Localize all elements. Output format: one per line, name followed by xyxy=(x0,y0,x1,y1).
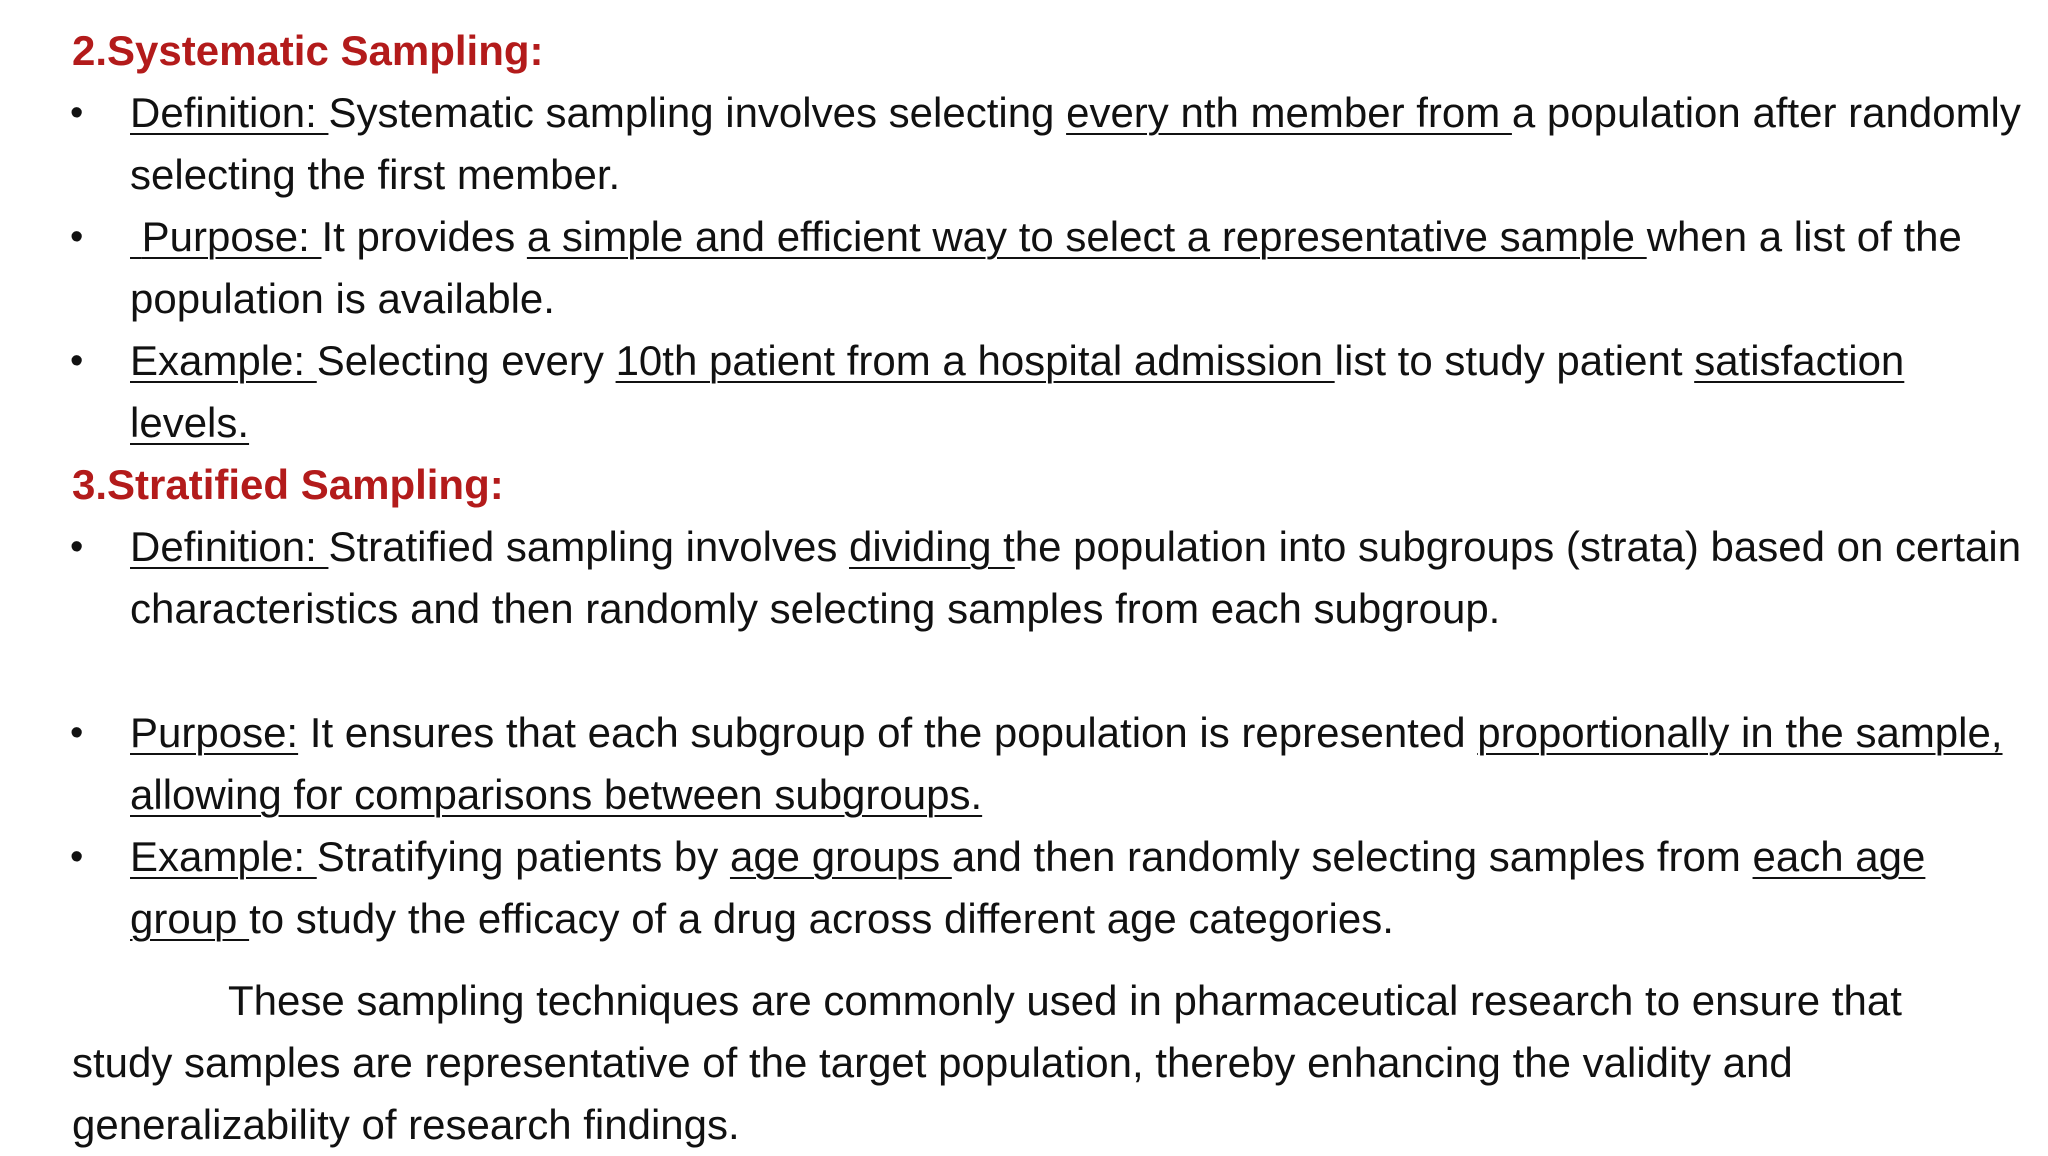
bullet-text xyxy=(130,330,2030,454)
underlined-segment: age groups xyxy=(729,833,952,880)
bullet-systematic-definition xyxy=(70,82,2030,206)
text-segment: to study the efficacy of a drug across different age categories. xyxy=(249,895,1394,942)
text-segment: Stratifying patients by xyxy=(316,833,730,880)
bullet-stratified-definition xyxy=(70,516,2030,640)
conclusion-paragraph: These sampling techniques are commonly used in pharmaceutical research to ensure that study samples are representative of the target population, thereby enhancing the validity and generalizability of research findings. xyxy=(72,977,1902,1148)
text-segment: Selecting every xyxy=(316,337,616,384)
bullet-dot: • xyxy=(70,836,84,878)
section-heading-systematic: 2.Systematic Sampling: xyxy=(72,27,544,74)
bullet-dot: • xyxy=(70,340,84,382)
underlined-segment: each age group xyxy=(130,833,1926,942)
underlined-segment: 10th patient from a hospital admission xyxy=(615,337,1335,384)
underlined-segment: proportionally in the sample, allowing for comparisons between subgroups. xyxy=(130,709,2003,818)
bullet-text xyxy=(130,516,2030,640)
label-purpose: Purpose: xyxy=(130,213,322,260)
bullet-dot: • xyxy=(70,216,84,258)
label-purpose: Purpose: xyxy=(130,709,299,756)
text-segment: list to study patient xyxy=(1334,337,1695,384)
text-segment: It provides xyxy=(321,213,527,260)
label-definition: Definition: xyxy=(130,89,329,136)
label-example: Example: xyxy=(130,833,317,880)
bullet-dot: • xyxy=(70,92,84,134)
bullet-text xyxy=(130,702,2030,826)
bullet-dot: • xyxy=(70,712,84,754)
bullet-text xyxy=(130,826,2030,950)
bullet-stratified-example xyxy=(70,826,2030,950)
text-segment: a population after randomly selecting the first member. xyxy=(130,89,2021,198)
bullet-dot: • xyxy=(70,526,84,568)
underlined-segment: dividing t xyxy=(849,523,1015,570)
underlined-segment: a simple and efficient way to select a representative sample xyxy=(526,213,1647,260)
bullet-text xyxy=(130,82,2030,206)
text-segment: when a list of the population is available. xyxy=(130,213,1974,322)
label-definition: Definition: xyxy=(130,523,329,570)
text-segment: and then randomly selecting samples from xyxy=(951,833,1753,880)
bullet-systematic-purpose xyxy=(70,206,2030,330)
label-example: Example: xyxy=(130,337,317,384)
underlined-segment: satisfaction levels. xyxy=(130,337,1905,446)
bullet-stratified-purpose xyxy=(70,702,2030,826)
text-segment: It ensures that each subgroup of the population is represented xyxy=(298,709,1478,756)
section-heading-stratified: 3.Stratified Sampling: xyxy=(72,461,504,508)
bullet-systematic-example xyxy=(70,330,2030,454)
text-segment: Systematic sampling involves selecting xyxy=(328,89,1067,136)
text-segment: he population into subgroups (strata) based on certain characteristics and then randomly selecting samples from each subgroup. xyxy=(130,523,2022,632)
bullet-text xyxy=(130,206,2030,330)
underlined-segment: every nth member from xyxy=(1066,89,1512,136)
text-segment: Stratified sampling involves xyxy=(328,523,850,570)
